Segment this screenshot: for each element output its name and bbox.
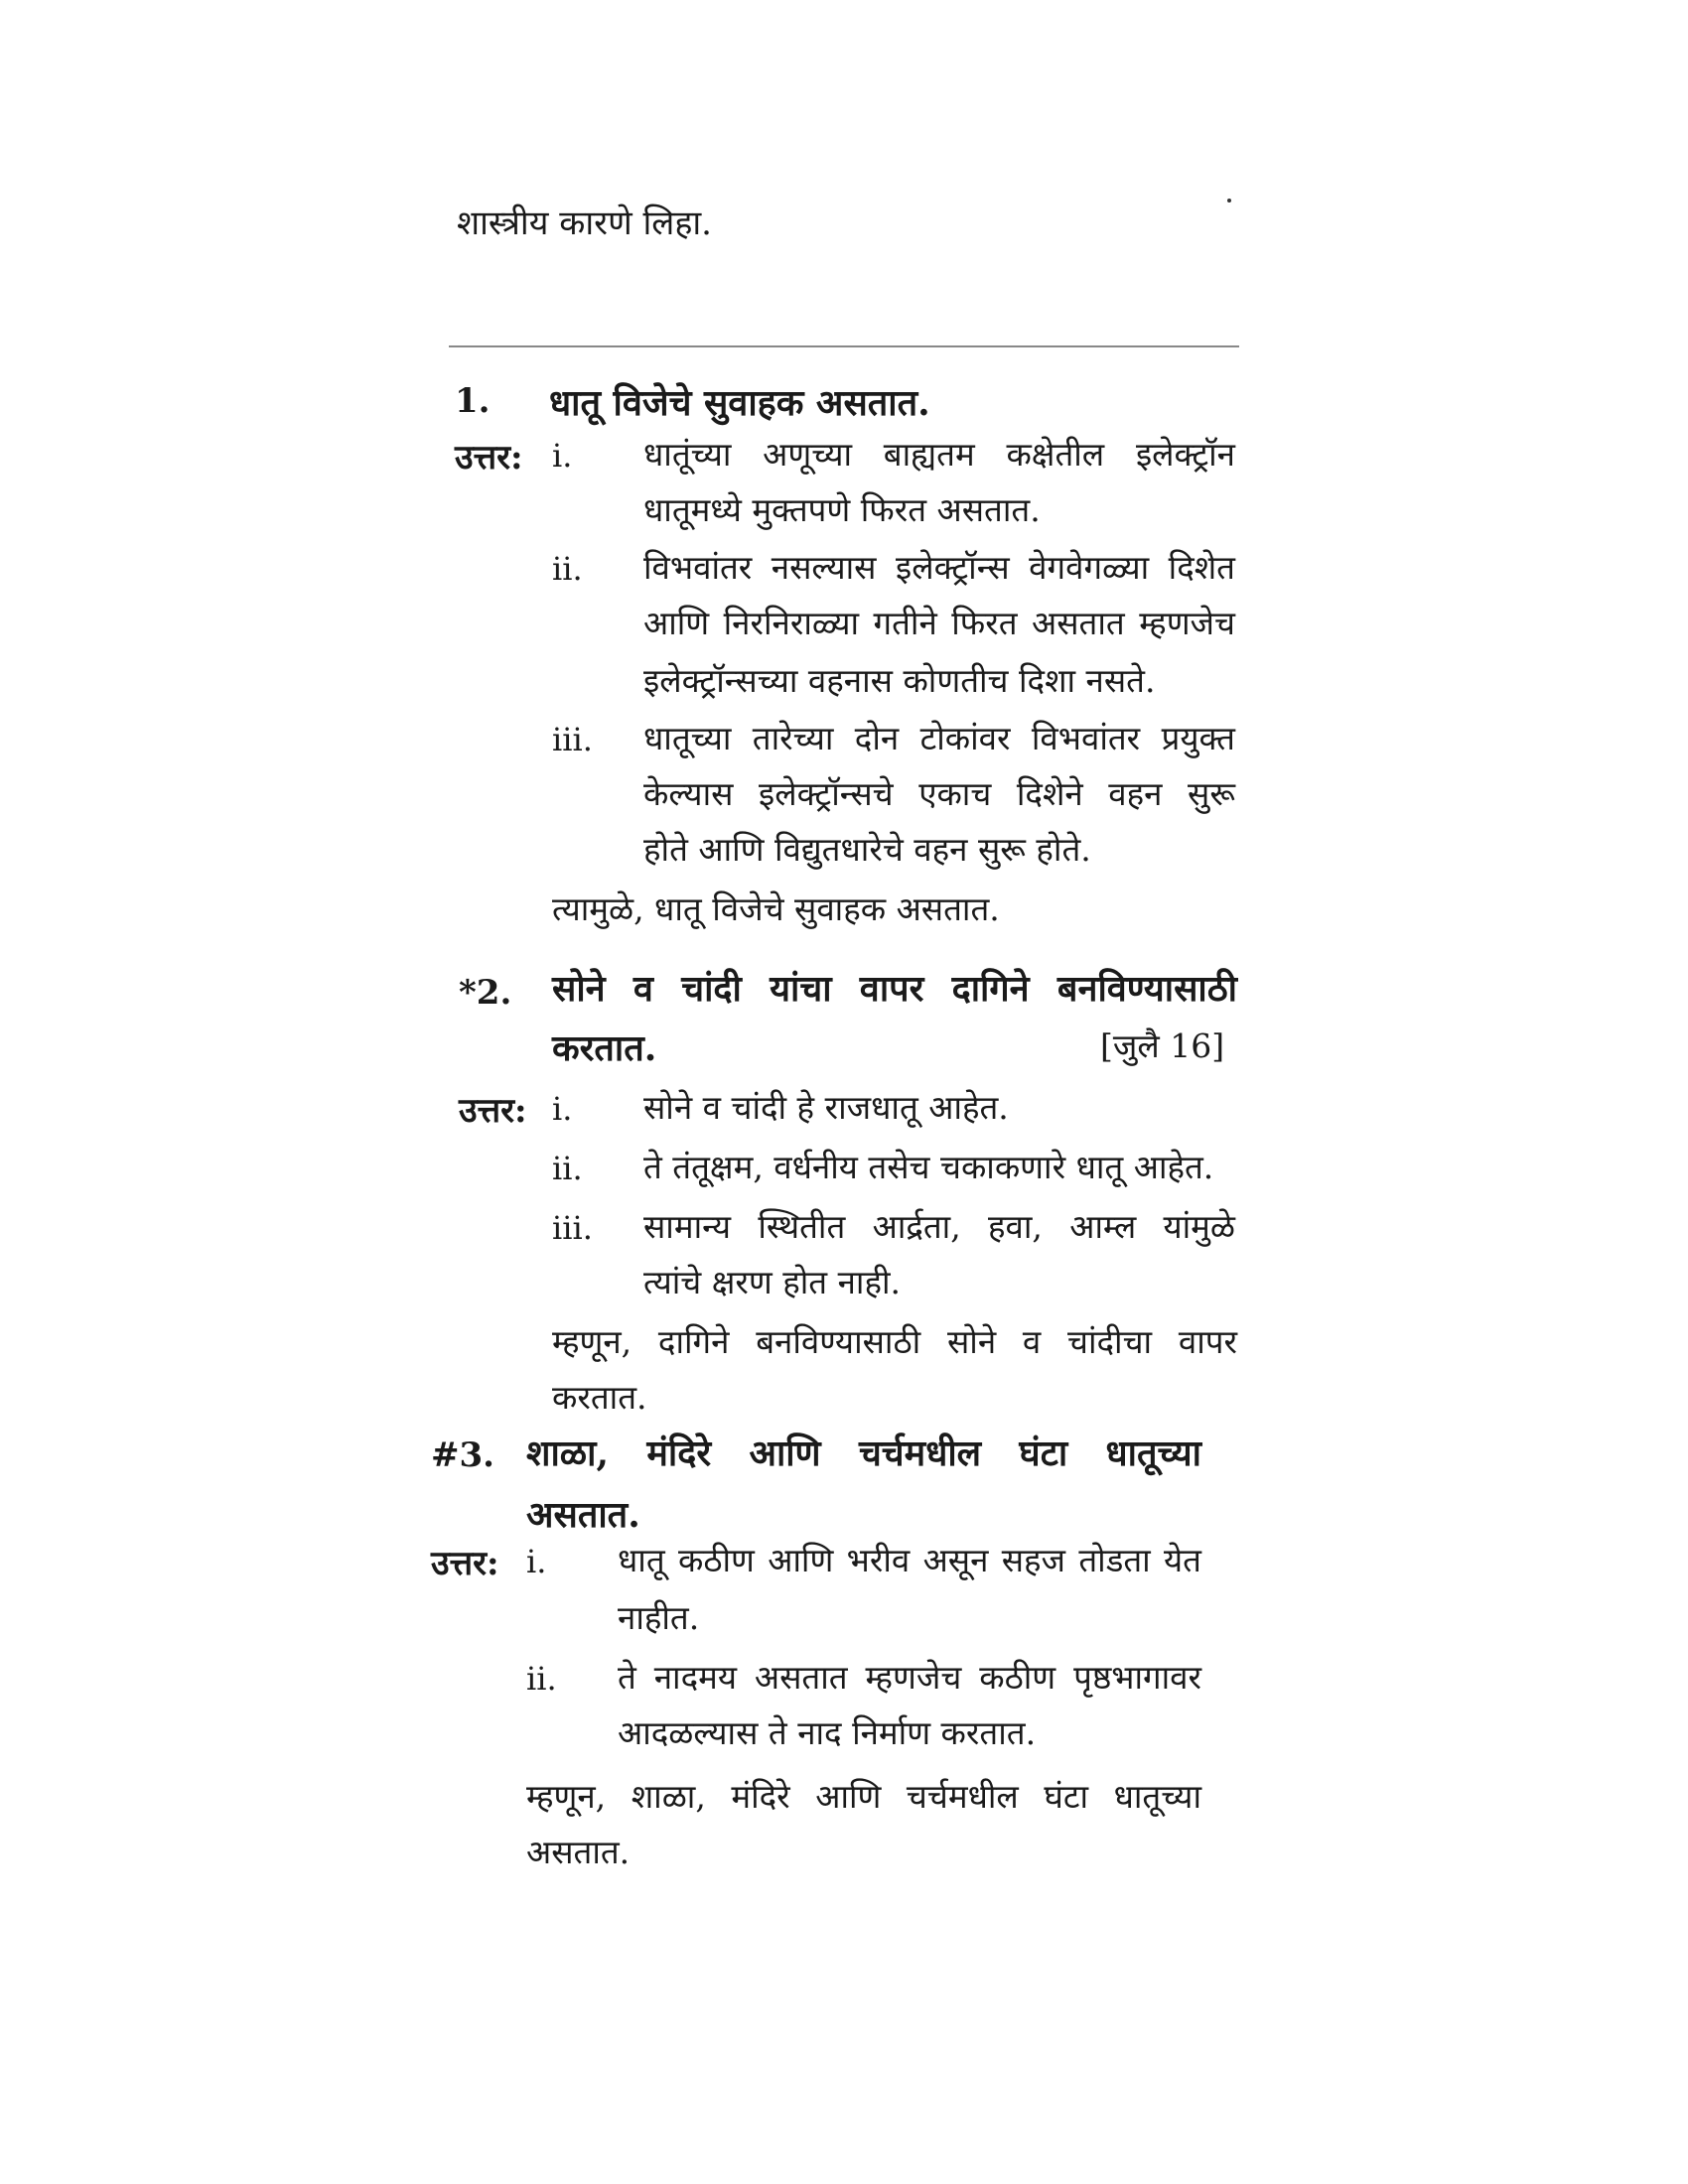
section-heading: शास्त्रीय कारणे लिहा. (457, 204, 712, 243)
q2-point-ii-marker: ii. (552, 1150, 583, 1187)
q1-point-iii-line2: केल्यास इलेक्ट्रॉन्सचे एकाच दिशेने वहन सुरू (643, 774, 1235, 813)
q1-point-iii-marker: iii. (552, 721, 593, 758)
q3-point-i-line1: धातू कठीण आणि भरीव असून सहज तोडता येत (618, 1541, 1201, 1579)
q1-point-ii-line1: विभवांतर नसल्यास इलेक्ट्रॉन्स वेगवेगळ्या दिशेत (643, 548, 1235, 587)
q3-conclusion-line2: असतात. (526, 1833, 631, 1871)
q2-answer-label: उत्तर: (459, 1091, 527, 1131)
q2-point-iii-marker: iii. (552, 1209, 593, 1247)
q1-point-ii-marker: ii. (552, 550, 583, 588)
q3-conclusion-line1: म्हणून, शाळा, मंदिरे आणि चर्चमधील घंटा धातूच्या (526, 1777, 1201, 1816)
q3-point-i-marker: i. (526, 1543, 547, 1580)
q3-point-ii-marker: ii. (526, 1660, 557, 1698)
q2-point-ii-line1: ते तंतूक्षम, वर्धनीय तसेच चकाकणारे धातू आहेत. (643, 1148, 1214, 1186)
q1-point-iii-line3: होते आणि विद्युतधारेचे वहन सुरू होते. (643, 830, 1091, 869)
q2-point-iii-line2: त्यांचे क्षरण होत नाही. (643, 1263, 901, 1301)
q2-number: *2. (459, 973, 512, 1013)
q1-point-ii-line2: आणि निरनिराळ्या गतीने फिरत असतात म्हणजेच (643, 604, 1235, 642)
q3-point-i-line2: नाहीत. (618, 1598, 700, 1637)
q1-title: धातू विजेचे सुवाहक असतात. (549, 382, 930, 424)
q1-answer-label: उत्तर: (455, 438, 523, 478)
q2-title-line2: करतात. (552, 1027, 657, 1069)
q2-exam-tag: [जुलै 16] (1100, 1026, 1225, 1065)
q2-point-iii-line1: सामान्य स्थितीत आर्द्रता, हवा, आम्ल यांमुळे (643, 1207, 1235, 1246)
q1-point-i-marker: i. (552, 437, 573, 475)
q1-point-i-line2: धातूमध्ये मुक्तपणे फिरत असतात. (643, 490, 1041, 529)
q1-point-i-line1: धातूंच्या अणूच्या बाह्यतम कक्षेतील इलेक्ट्रॉन (643, 435, 1235, 474)
q3-title-line1: शाळा, मंदिरे आणि चर्चमधील घंटा धातूच्या (526, 1433, 1201, 1474)
q3-point-ii-line2: आदळल्यास ते नाद निर्माण करतात. (618, 1713, 1037, 1752)
q2-point-i-line1: सोने व चांदी हे राजधातू आहेत. (643, 1088, 1009, 1127)
q2-conclusion-line1: म्हणून, दागिने बनविण्यासाठी सोने व चांदीचा वापर (552, 1322, 1237, 1361)
q1-number: 1. (455, 381, 491, 421)
q3-number: #3. (431, 1435, 494, 1475)
q2-point-i-marker: i. (552, 1090, 573, 1128)
divider-rule (449, 345, 1239, 347)
q1-conclusion: त्यामुळे, धातू विजेचे सुवाहक असतात. (552, 889, 1000, 928)
q3-point-ii-line1: ते नादमय असतात म्हणजेच कठीण पृष्ठभागावर (618, 1658, 1201, 1697)
q3-answer-label: उत्तर: (431, 1544, 499, 1583)
q3-title-line2: असतात. (526, 1494, 640, 1536)
q1-point-iii-line1: धातूच्या तारेच्या दोन टोकांवर विभवांतर प्रयुक्त (643, 719, 1235, 757)
q2-title-line1: सोने व चांदी यांचा वापर दागिने बनविण्यासाठी (552, 968, 1237, 1010)
q2-conclusion-line2: करतात. (552, 1378, 647, 1417)
q1-point-ii-line3: इलेक्ट्रॉन्सच्या वहनास कोणतीच दिशा नसते. (643, 661, 1156, 700)
scan-speck (1227, 199, 1231, 203)
